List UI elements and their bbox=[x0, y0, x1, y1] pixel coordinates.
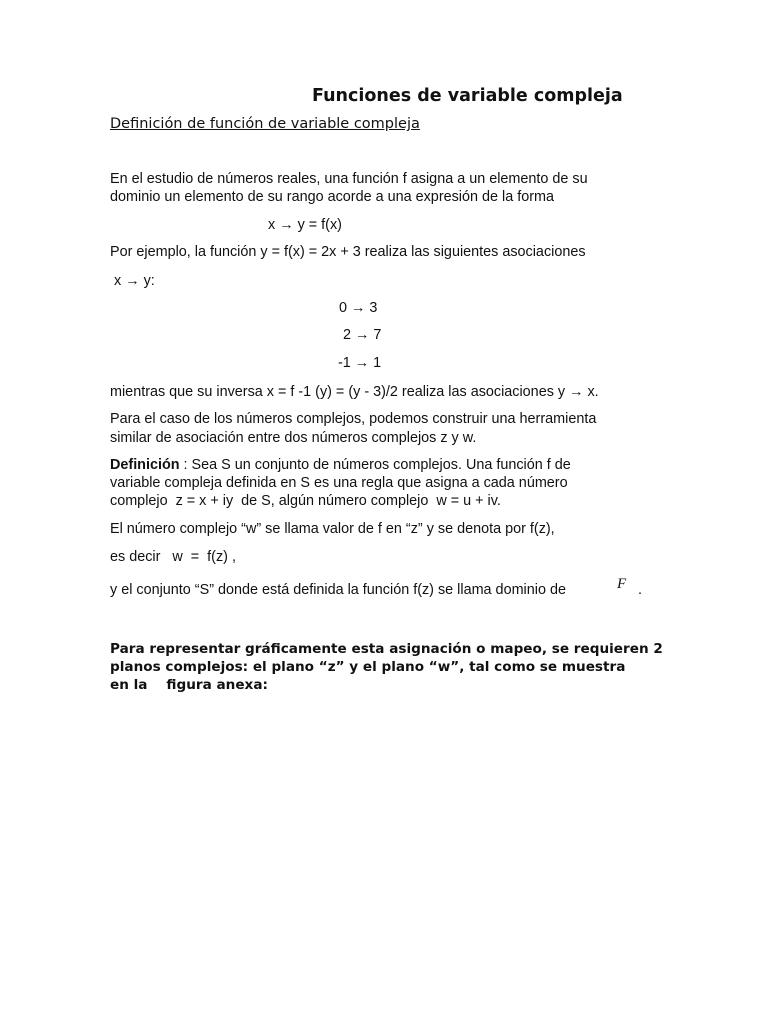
document-title: Funciones de variable compleja bbox=[312, 86, 623, 106]
definition-line: complejo z = x + iy de S, algún número complejo w = u + iv. bbox=[110, 493, 501, 509]
definition-line: variable compleja definida en S es una regla que asigna a cada número bbox=[110, 475, 568, 491]
paragraph-line: x → y: bbox=[110, 273, 155, 289]
section-heading: Definición de función de variable compleja bbox=[110, 116, 420, 132]
association-item: 0 → 3 bbox=[339, 300, 378, 316]
formula-general: x → y = f(x) bbox=[268, 217, 342, 233]
bold-paragraph-line: planos complejos: el plano “z” y el plano “w”, tal como se muestra bbox=[110, 659, 626, 675]
paragraph-line: dominio un elemento de su rango acorde a una expresión de la forma bbox=[110, 189, 554, 205]
bold-paragraph-line: Para representar gráficamente esta asignación o mapeo, se requieren 2 bbox=[110, 641, 663, 657]
paragraph-line: El número complejo “w” se llama valor de f en “z” y se denota por f(z), bbox=[110, 521, 555, 537]
paragraph-line: Para el caso de los números complejos, podemos construir una herramienta bbox=[110, 411, 597, 427]
paragraph-line: En el estudio de números reales, una función f asigna a un elemento de su bbox=[110, 171, 588, 187]
association-item: 2 → 7 bbox=[339, 327, 382, 343]
definition-label: Definición bbox=[110, 457, 180, 473]
paragraph-line: y el conjunto “S” donde está definida la función f(z) se llama dominio de bbox=[110, 582, 566, 598]
paragraph-line: Por ejemplo, la función y = f(x) = 2x + 3 realiza las siguientes asociaciones bbox=[110, 244, 586, 260]
bold-paragraph-line: en la figura anexa: bbox=[110, 677, 268, 693]
association-item: -1 → 1 bbox=[338, 355, 382, 371]
math-symbol-f: F bbox=[617, 576, 627, 592]
paragraph-line: similar de asociación entre dos números complejos z y w. bbox=[110, 430, 477, 446]
paragraph-line: es decir w = f(z) , bbox=[110, 549, 236, 565]
sentence-period: . bbox=[638, 582, 642, 598]
definition-text: : Sea S un conjunto de números complejos. Una función f de bbox=[179, 457, 571, 473]
paragraph-line: mientras que su inversa x = f -1 (y) = (y - 3)/2 realiza las asociaciones y → x. bbox=[110, 384, 599, 400]
definition-line bbox=[110, 456, 571, 474]
